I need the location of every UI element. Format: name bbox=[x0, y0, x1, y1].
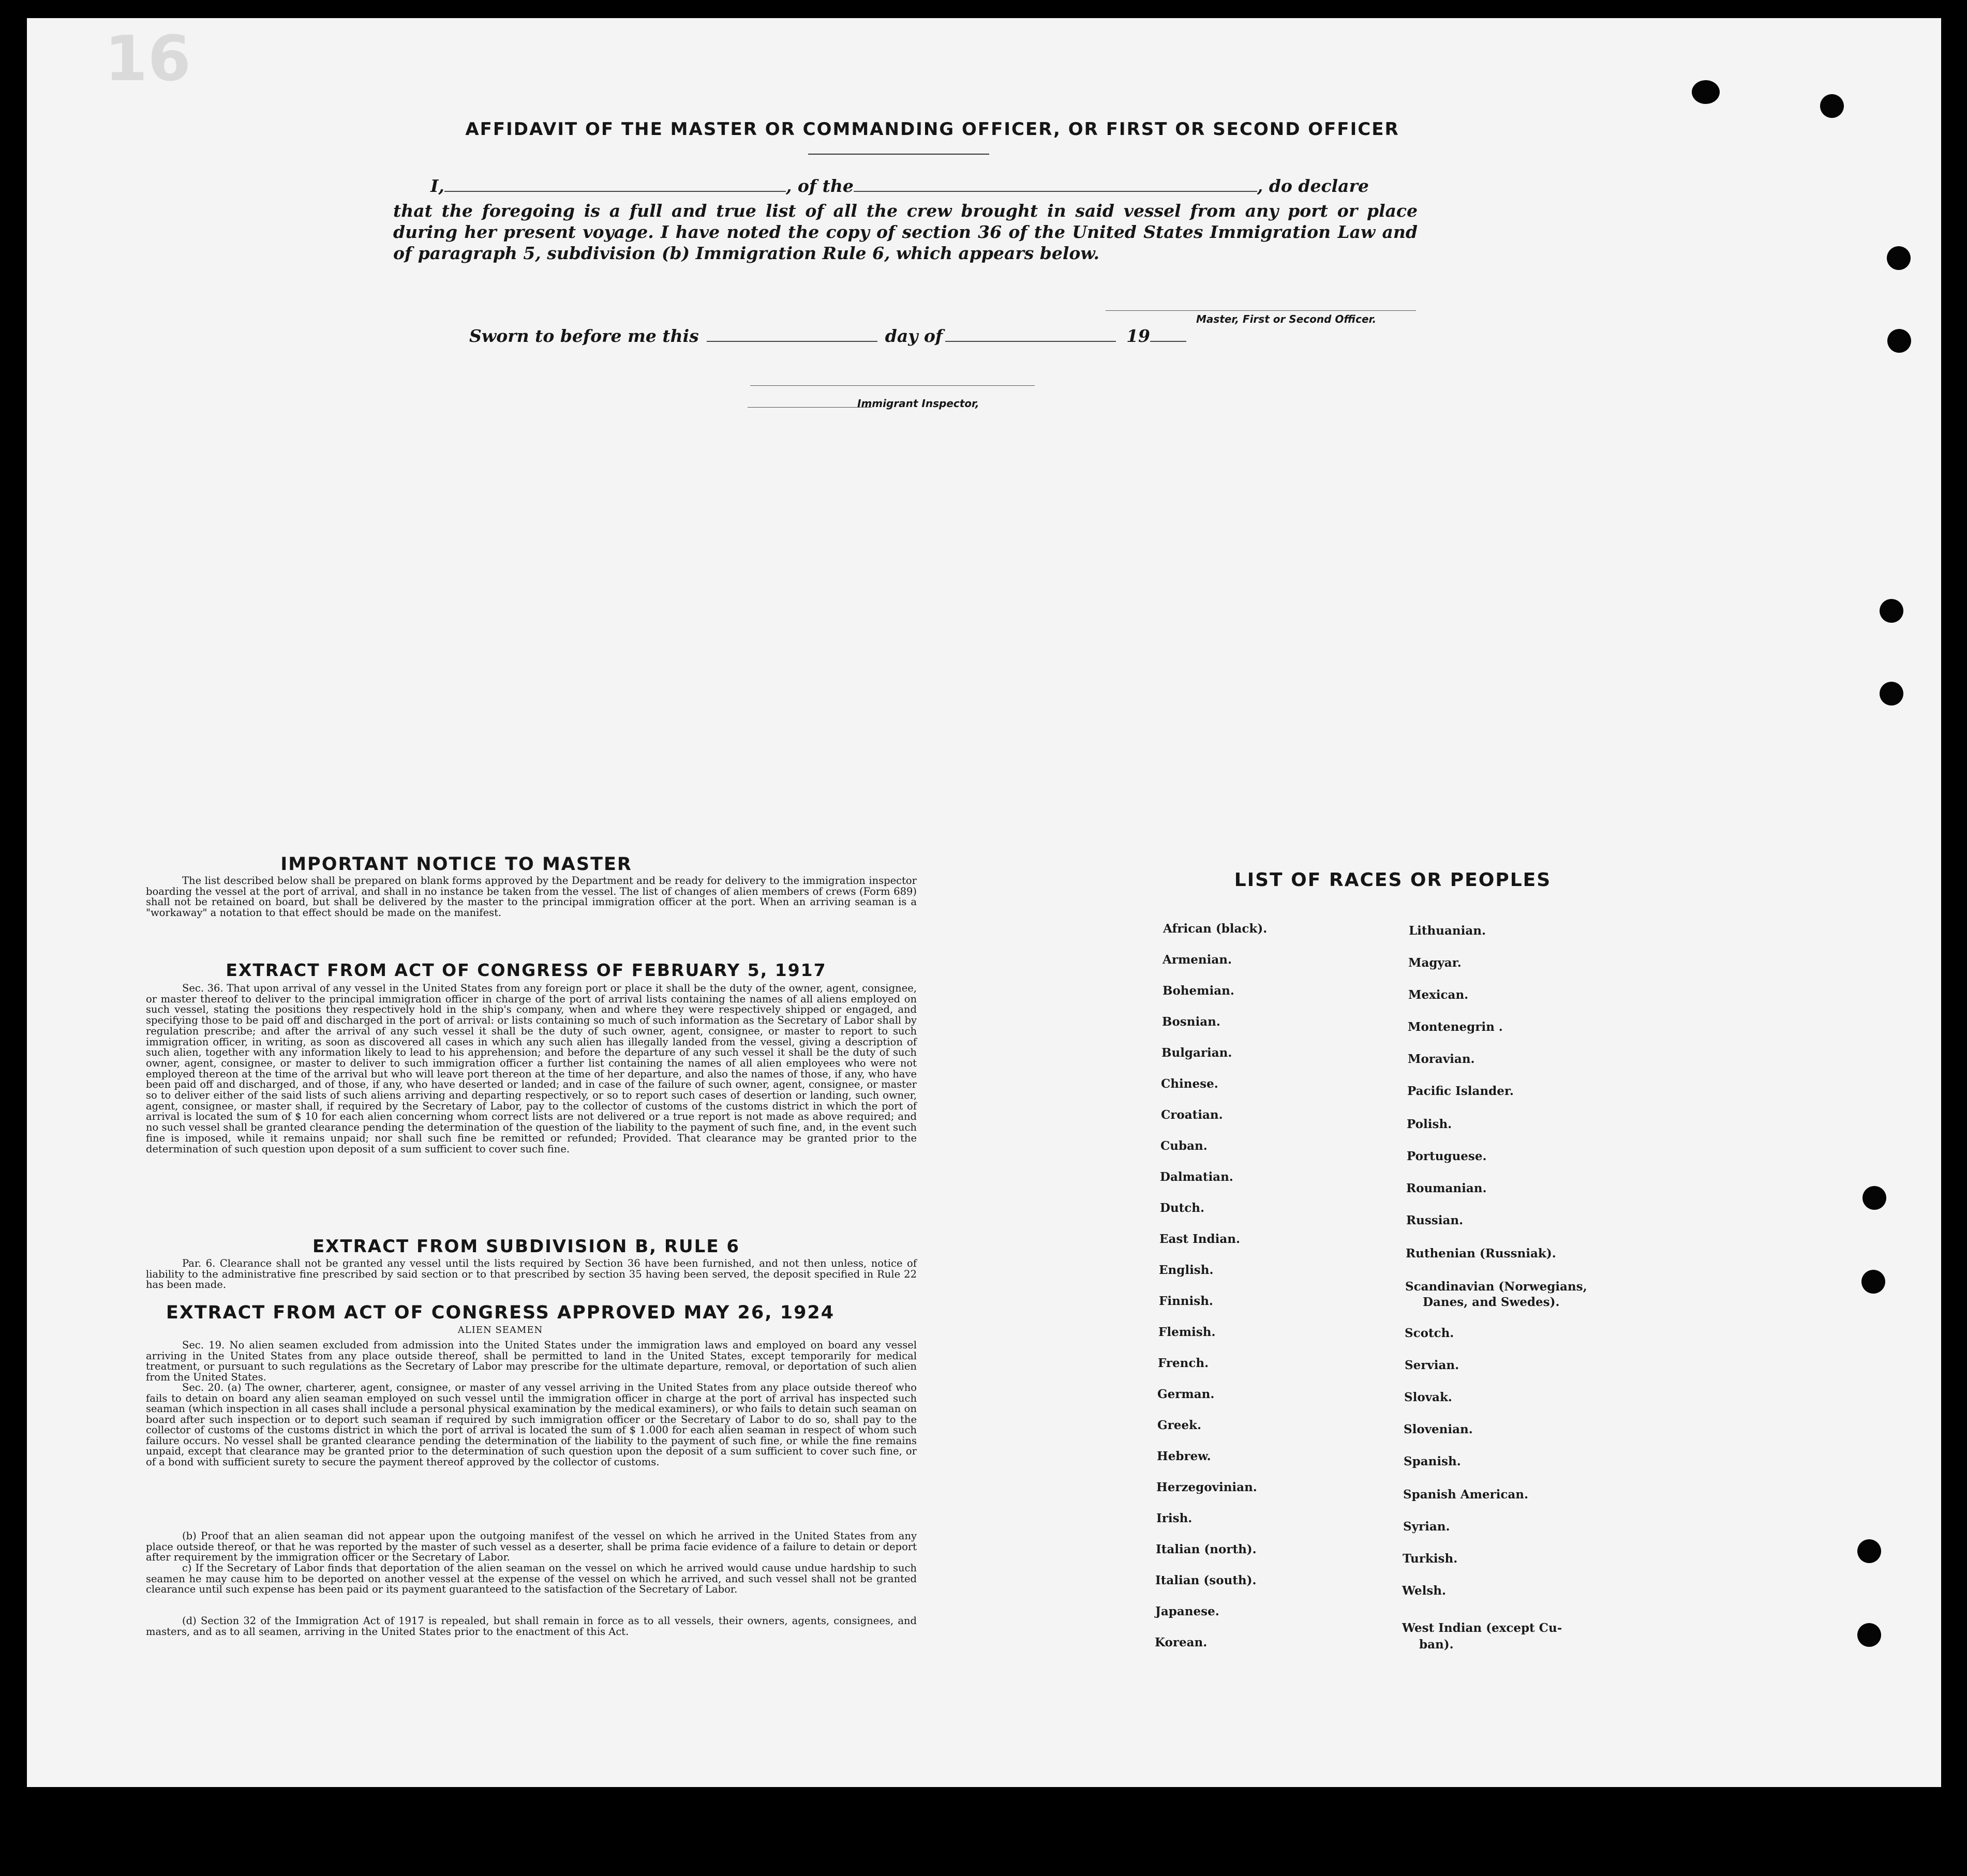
declarant-prefix: I, bbox=[430, 176, 444, 196]
sworn-year-blank[interactable] bbox=[1150, 341, 1186, 342]
inspector-label: Immigrant Inspector, bbox=[857, 397, 979, 410]
extract-1924-sec20d: (d) Section 32 of the Immigration Act of 1917 is repealed, but shall remain in force as to all vessels, their owners, agents, consignees, and masters, and as to all seamen, arriving in the United States prior to the enactment of this Act. bbox=[146, 1615, 917, 1638]
race-item: Slovak. bbox=[1404, 1390, 1452, 1404]
race-item: Pacific Islander. bbox=[1407, 1084, 1514, 1098]
race-item: Portuguese. bbox=[1407, 1149, 1487, 1163]
vessel-prefix: , of the bbox=[785, 176, 854, 196]
race-item: Turkish. bbox=[1403, 1552, 1458, 1566]
race-item: Bohemian. bbox=[1163, 984, 1234, 998]
race-item: Korean. bbox=[1155, 1635, 1208, 1649]
race-item: Italian (north). bbox=[1156, 1542, 1257, 1556]
extract-1917-text: Sec. 36. That upon arrival of any vessel in the United States from any foreign port or place it shall be the duty of the owner, agent, consignee, or master thereof to deliver to the principal immigration officer in charge of the port of arrival lists containing the names of all aliens employed on such vessel, stating the positions they respectively hold in the ship's company, when and where they were respectively shipped or engaged, and specifying those to be paid off and discharged in the port of arrival: or lists containing so much of such information as the Secretary of Labor shall by regulation prescribe; and after the arrival of any such vessel it shall be the duty of such owner, agent, consignee, or master to report to such immigration officer, in writing, as soon as discovered all cases in which any such alien has illegally landed from the vessel, giving a description of such alien, together with any information likely to lead to his apprehension; and before the departure of any such vessel it shall be the duty of such owner, agent, consignee, or master to deliver to such immigration officer a further list containing the names of all alien employees who were not employed thereon at the time of the arrival but who will leave port thereon at the time of her departure, and also the names of those, if any, who have been paid off and discharged, and of those, if any, who have deserted or landed; and in case of the failure of such owner, agent, consignee, or master so to deliver either of the said lists of such aliens arriving and departing respectively, or so to report such cases of desertion or landing, such owner, agent, consignee, or master shall, if required by the Secretary of Labor, pay to the collector of customs of the customs district in which the port of arrival is located the sum of $ 10 for each alien concerning whom correct lists are not delivered or a true report is not made as above required; and no such vessel shall be granted clearance pending the determination of the question of the liability to the payment of such fine, and, in the event such fine is imposed, while it remains unpaid; nor shall such fine be remitted or refunded; Provided. That clearance may be granted prior to the determination of such question upon deposit of a sum sufficient to cover such fine. bbox=[146, 982, 917, 1155]
race-item: Armenian. bbox=[1163, 953, 1232, 967]
race-item: Dutch. bbox=[1160, 1201, 1205, 1215]
affidavit-title-underline bbox=[808, 154, 989, 155]
affidavit-body: that the foregoing is a full and true list of all the crew brought in said vessel from any port or place during her present voyage. I have noted the copy of section 36 of the United States Immigration Law and of paragraph 5, subdivision (b) Immigration Rule 6, which appears below. bbox=[393, 201, 1418, 263]
race-item: Japanese. bbox=[1155, 1604, 1219, 1618]
binder-hole bbox=[1880, 682, 1903, 706]
extract-1924-sec20b: (b) Proof that an alien seaman did not appear upon the outgoing manifest of the vessel on which he arrived in the United States from any place outside thereof, or that he was reported by the master of such vessel as a deserter, shall be prima facie evidence of a failure to detain or deport after requirement by the immigration officer or the Secretary of Labor. bbox=[146, 1530, 917, 1563]
race-item: African (black). bbox=[1163, 922, 1268, 936]
race-item: Scandinavian (Norwegians, bbox=[1405, 1280, 1587, 1294]
race-item: Syrian. bbox=[1403, 1520, 1450, 1534]
extract-rule6-text: Par. 6. Clearance shall not be granted any vessel until the lists required by Section 36 have been furnished, and not then unless, notice of liability to the administrative fine prescribed by said section or to that prescribed by section 35 having been served, the deposit specified in Rule 22 has been made. bbox=[146, 1257, 917, 1290]
declarant-name-blank[interactable] bbox=[444, 191, 786, 192]
binder-hole bbox=[1857, 1623, 1881, 1647]
extract-1924-sec20c: c) If the Secretary of Labor finds that deportation of the alien seaman on the vessel on which he arrived would cause undue hardship to such seamen he may cause him to be deported on another vessel at the expense of the vessel on which he arrived, and such vessel shall not be granted clearance until such expense has been paid or its payment guaranteed to the satisfaction of the Secretary of Labor. bbox=[146, 1562, 917, 1595]
race-item: Croatian. bbox=[1161, 1108, 1223, 1122]
extract-1917-title: EXTRACT FROM ACT OF CONGRESS OF FEBRUARY 5, 1917 bbox=[226, 960, 827, 980]
race-item: Welsh. bbox=[1402, 1584, 1447, 1598]
race-item: Flemish. bbox=[1158, 1325, 1216, 1339]
binder-hole bbox=[1857, 1539, 1881, 1563]
race-item: French. bbox=[1158, 1356, 1209, 1370]
race-item: Hebrew. bbox=[1157, 1449, 1211, 1463]
sworn-prefix: Sworn to before me this bbox=[469, 326, 699, 346]
notice-title: IMPORTANT NOTICE TO MASTER bbox=[280, 854, 632, 875]
race-item: Montenegrin . bbox=[1408, 1020, 1503, 1034]
extract-1924-subtitle: ALIEN SEAMEN bbox=[457, 1325, 543, 1335]
binder-hole bbox=[1862, 1186, 1886, 1210]
binder-hole bbox=[1820, 94, 1844, 118]
affidavit-title: AFFIDAVIT OF THE MASTER OR COMMANDING OFFICER, OR FIRST OR SECOND OFFICER bbox=[465, 119, 1399, 140]
sworn-date-blank[interactable] bbox=[707, 341, 877, 342]
race-item: Moravian. bbox=[1408, 1052, 1475, 1066]
race-item: Bosnian. bbox=[1162, 1015, 1220, 1029]
extract-1924-sec19: Sec. 19. No alien seamen excluded from admission into the United States under the immigration laws and employed on board any vessel arriving in the United States from any place outside thereof, shall be permitted to land in the United States, except temporarily for medical treatment, or pursuant to such regulations as the Secretary of Labor may prescribe for the ultimate departure, removal, or deportation of such alien from the United States. bbox=[146, 1339, 917, 1383]
binder-hole bbox=[1861, 1270, 1885, 1294]
race-item: Spanish. bbox=[1404, 1454, 1461, 1468]
document-sheet bbox=[27, 18, 1941, 1787]
binder-hole bbox=[1887, 329, 1911, 353]
sworn-line bbox=[469, 326, 1186, 346]
race-item: Danes, and Swedes). bbox=[1423, 1295, 1560, 1309]
extract-1924-title: EXTRACT FROM ACT OF CONGRESS APPROVED MAY 26, 1924 bbox=[166, 1302, 835, 1323]
race-item: Dalmatian. bbox=[1160, 1170, 1233, 1184]
race-item: Russian. bbox=[1406, 1213, 1464, 1227]
race-item: Bulgarian. bbox=[1161, 1046, 1232, 1060]
binder-hole bbox=[1692, 80, 1720, 104]
race-item: Lithuanian. bbox=[1409, 924, 1486, 938]
race-item: Slovenian. bbox=[1404, 1422, 1473, 1436]
master-signature-label: Master, First or Second Officer. bbox=[1196, 313, 1377, 325]
race-item: Polish. bbox=[1407, 1117, 1452, 1131]
race-item: West Indian (except Cu- bbox=[1402, 1621, 1562, 1635]
inspector-signature-line[interactable] bbox=[748, 407, 872, 408]
race-item: Roumanian. bbox=[1406, 1181, 1487, 1195]
extract-rule6-title: EXTRACT FROM SUBDIVISION B, RULE 6 bbox=[312, 1236, 740, 1257]
race-item: ban). bbox=[1419, 1638, 1454, 1652]
race-item: Mexican. bbox=[1408, 988, 1469, 1002]
notice-text: The list described below shall be prepared on blank forms approved by the Department and be ready for delivery to the immigration inspector boarding the vessel at the port of arrival, and shall in no instance be taken from the vessel. The list of changes of alien members of crews (Form 689) shall not be retained on board, but shall be delivered by the master to the principal immigration officer at the port. When an arriving seaman is a "workaway" a notation to that effect should be made on the manifest. bbox=[146, 875, 917, 919]
race-item: Ruthenian (Russniak). bbox=[1406, 1247, 1556, 1260]
inspector-signature-line-upper[interactable] bbox=[750, 385, 1035, 386]
race-item: German. bbox=[1157, 1387, 1215, 1401]
vessel-name-blank[interactable] bbox=[854, 191, 1257, 192]
race-item: Chinese. bbox=[1161, 1077, 1218, 1091]
race-item: Cuban. bbox=[1160, 1139, 1208, 1153]
binder-hole bbox=[1880, 599, 1903, 623]
race-item: English. bbox=[1159, 1263, 1214, 1277]
sworn-day-of: day of bbox=[885, 326, 943, 346]
extract-1924-sec20a: Sec. 20. (a) The owner, charterer, agent, consignee, or master of any vessel arriving in the United States from any place outside thereof who fails to detain on board any alien seaman employed on such vessel until the immigration officer in charge at the port of arrival has inspected such seaman (which inspection in all cases shall include a personal physical examination by the medical examiners), or who fails to detain such seaman on board after such inspection or to deport such seaman if required by such immigration officer or the Secretary of Labor to do so, shall pay to the collector of customs of the customs district in which the port of arrival is located the sum of $ 1.000 for each alien seaman in respect of whom such failure occurs. No vessel shall be granted clearance pending the determination of the liability to the payment of such fine, or while the fine remains unpaid, except that clearance may be granted prior to the determination of such question upon the deposit of a sum sufficient to cover such fine, or of a bond with sufficient surety to secure the payment thereof approved by the collector of customs. bbox=[146, 1382, 917, 1468]
race-item: Finnish. bbox=[1159, 1294, 1213, 1308]
races-title: LIST OF RACES OR PEOPLES bbox=[1234, 869, 1552, 891]
race-item: Servian. bbox=[1405, 1358, 1459, 1372]
sworn-year: 19 bbox=[1126, 326, 1151, 346]
race-item: Greek. bbox=[1157, 1418, 1201, 1432]
affidavit-declaration-line bbox=[430, 176, 1403, 196]
sworn-month-blank[interactable] bbox=[945, 341, 1116, 342]
page-number-bleedthrough: 16 bbox=[105, 23, 191, 95]
binder-hole bbox=[1887, 246, 1911, 270]
master-signature-line[interactable] bbox=[1106, 310, 1416, 311]
race-item: Italian (south). bbox=[1155, 1573, 1257, 1587]
race-item: Herzegovinian. bbox=[1156, 1480, 1257, 1494]
race-item: Magyar. bbox=[1408, 956, 1462, 970]
race-item: Scotch. bbox=[1405, 1326, 1454, 1340]
race-item: East Indian. bbox=[1159, 1232, 1240, 1246]
race-item: Spanish American. bbox=[1403, 1488, 1529, 1502]
race-item: Irish. bbox=[1156, 1511, 1193, 1525]
declare-suffix: , do declare bbox=[1257, 176, 1369, 196]
